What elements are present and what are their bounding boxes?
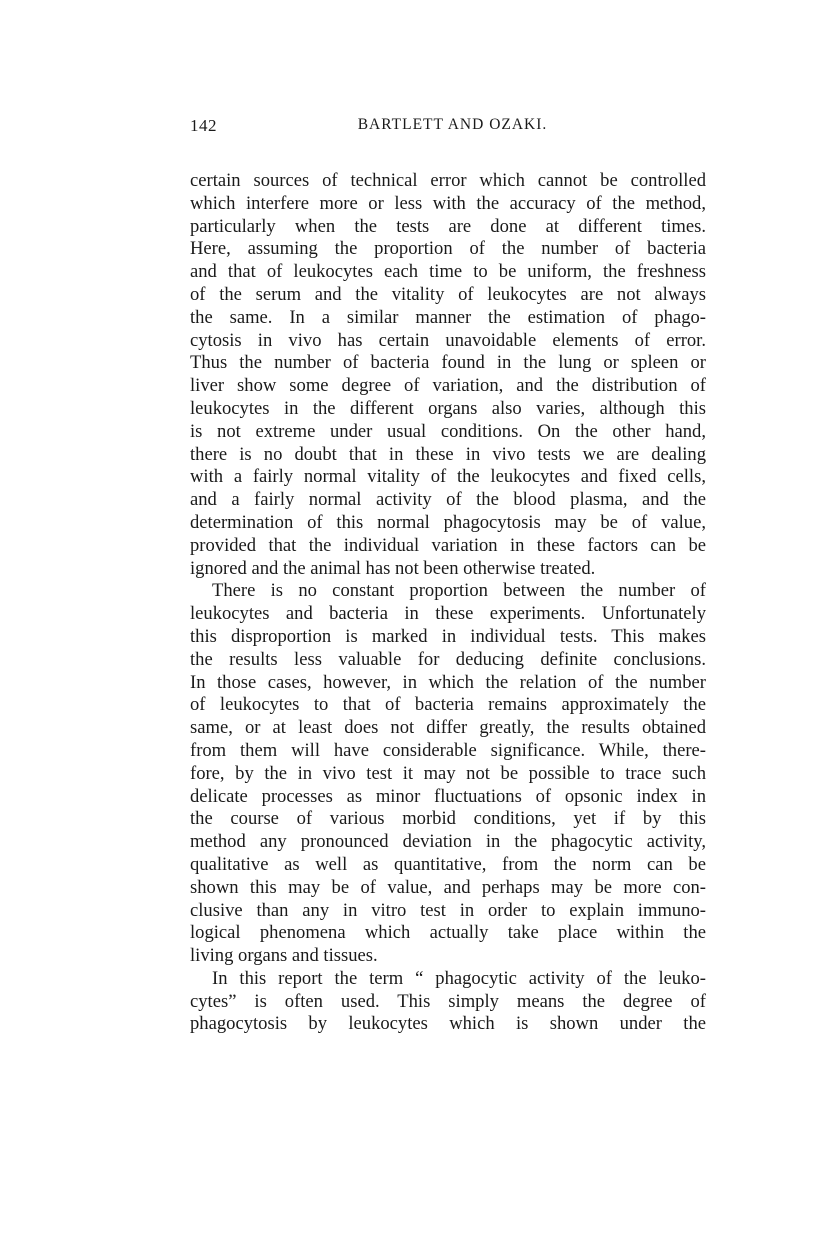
text-line: In those cases, however, in which the relation of the number (190, 671, 706, 693)
body-text (190, 170, 706, 1036)
text-line: the same. In a similar manner the estimation of phago- (190, 306, 706, 328)
text-line: cytosis in vivo has certain unavoidable elements of error. (190, 329, 706, 351)
text-line: the results less valuable for deducing definite conclusions. (190, 648, 706, 670)
text-line: with a fairly normal vitality of the leukocytes and fixed cells, (190, 466, 706, 488)
text-line: this disproportion is marked in individual tests. This makes (190, 625, 706, 647)
text-line: liver show some degree of variation, and the distribution of (190, 375, 706, 397)
text-line: determination of this normal phagocytosis may be of value, (190, 511, 706, 533)
text-line: clusive than any in vitro test in order to explain immuno- (190, 899, 706, 921)
text-line: Thus the number of bacteria found in the lung or spleen or (190, 352, 706, 374)
page-number: 142 (190, 116, 217, 135)
text-line: There is no constant proportion between the number of (212, 580, 706, 602)
text-line: certain sources of technical error which cannot be controlled (190, 170, 706, 191)
text-line: leukocytes and bacteria in these experiments. Unfortunately (190, 603, 706, 625)
running-head: BARTLETT AND OZAKI. (357, 116, 548, 133)
text-line: cytes” is often used. This simply means the degree of (190, 990, 706, 1012)
text-line: ignored and the animal has not been otherwise treated. (190, 557, 596, 579)
text-line: In this report the term “ phagocytic activity of the leuko- (212, 967, 706, 989)
text-line: qualitative as well as quantitative, from the norm can be (190, 853, 706, 875)
text-line: of leukocytes to that of bacteria remains approximately the (190, 694, 706, 716)
text-line: Here, assuming the proportion of the number of bacteria (190, 238, 706, 260)
text-line: particularly when the tests are done at different times. (190, 215, 706, 237)
text-line: method any pronounced deviation in the phagocytic activity, (190, 831, 706, 853)
text-line: there is no doubt that in these in vivo tests we are dealing (190, 443, 706, 465)
text-line: from them will have considerable significance. While, there- (190, 739, 706, 761)
text-line: which interfere more or less with the accuracy of the method, (190, 192, 706, 214)
text-line: and that of leukocytes each time to be uniform, the freshness (190, 261, 706, 283)
text-line: provided that the individual variation in these factors can be (190, 534, 706, 556)
page-header (190, 116, 705, 140)
text-line: phagocytosis by leukocytes which is shown under the (190, 1013, 706, 1035)
text-line: shown this may be of value, and perhaps may be more con- (190, 876, 706, 898)
text-line: the course of various morbid conditions, yet if by this (190, 808, 706, 830)
text-line: leukocytes in the different organs also varies, although this (190, 397, 706, 419)
text-line: living organs and tissues. (190, 945, 378, 967)
text-line: and a fairly normal activity of the blood plasma, and the (190, 489, 706, 511)
text-line: logical phenomena which actually take place within the (190, 922, 706, 944)
text-line: of the serum and the vitality of leukocytes are not always (190, 283, 706, 305)
text-line: is not extreme under usual conditions. On the other hand, (190, 420, 706, 442)
text-line: fore, by the in vivo test it may not be possible to trace such (190, 762, 706, 784)
text-line: same, or at least does not differ greatly, the results obtained (190, 717, 706, 739)
text-line: delicate processes as minor fluctuations of opsonic index in (190, 785, 706, 807)
